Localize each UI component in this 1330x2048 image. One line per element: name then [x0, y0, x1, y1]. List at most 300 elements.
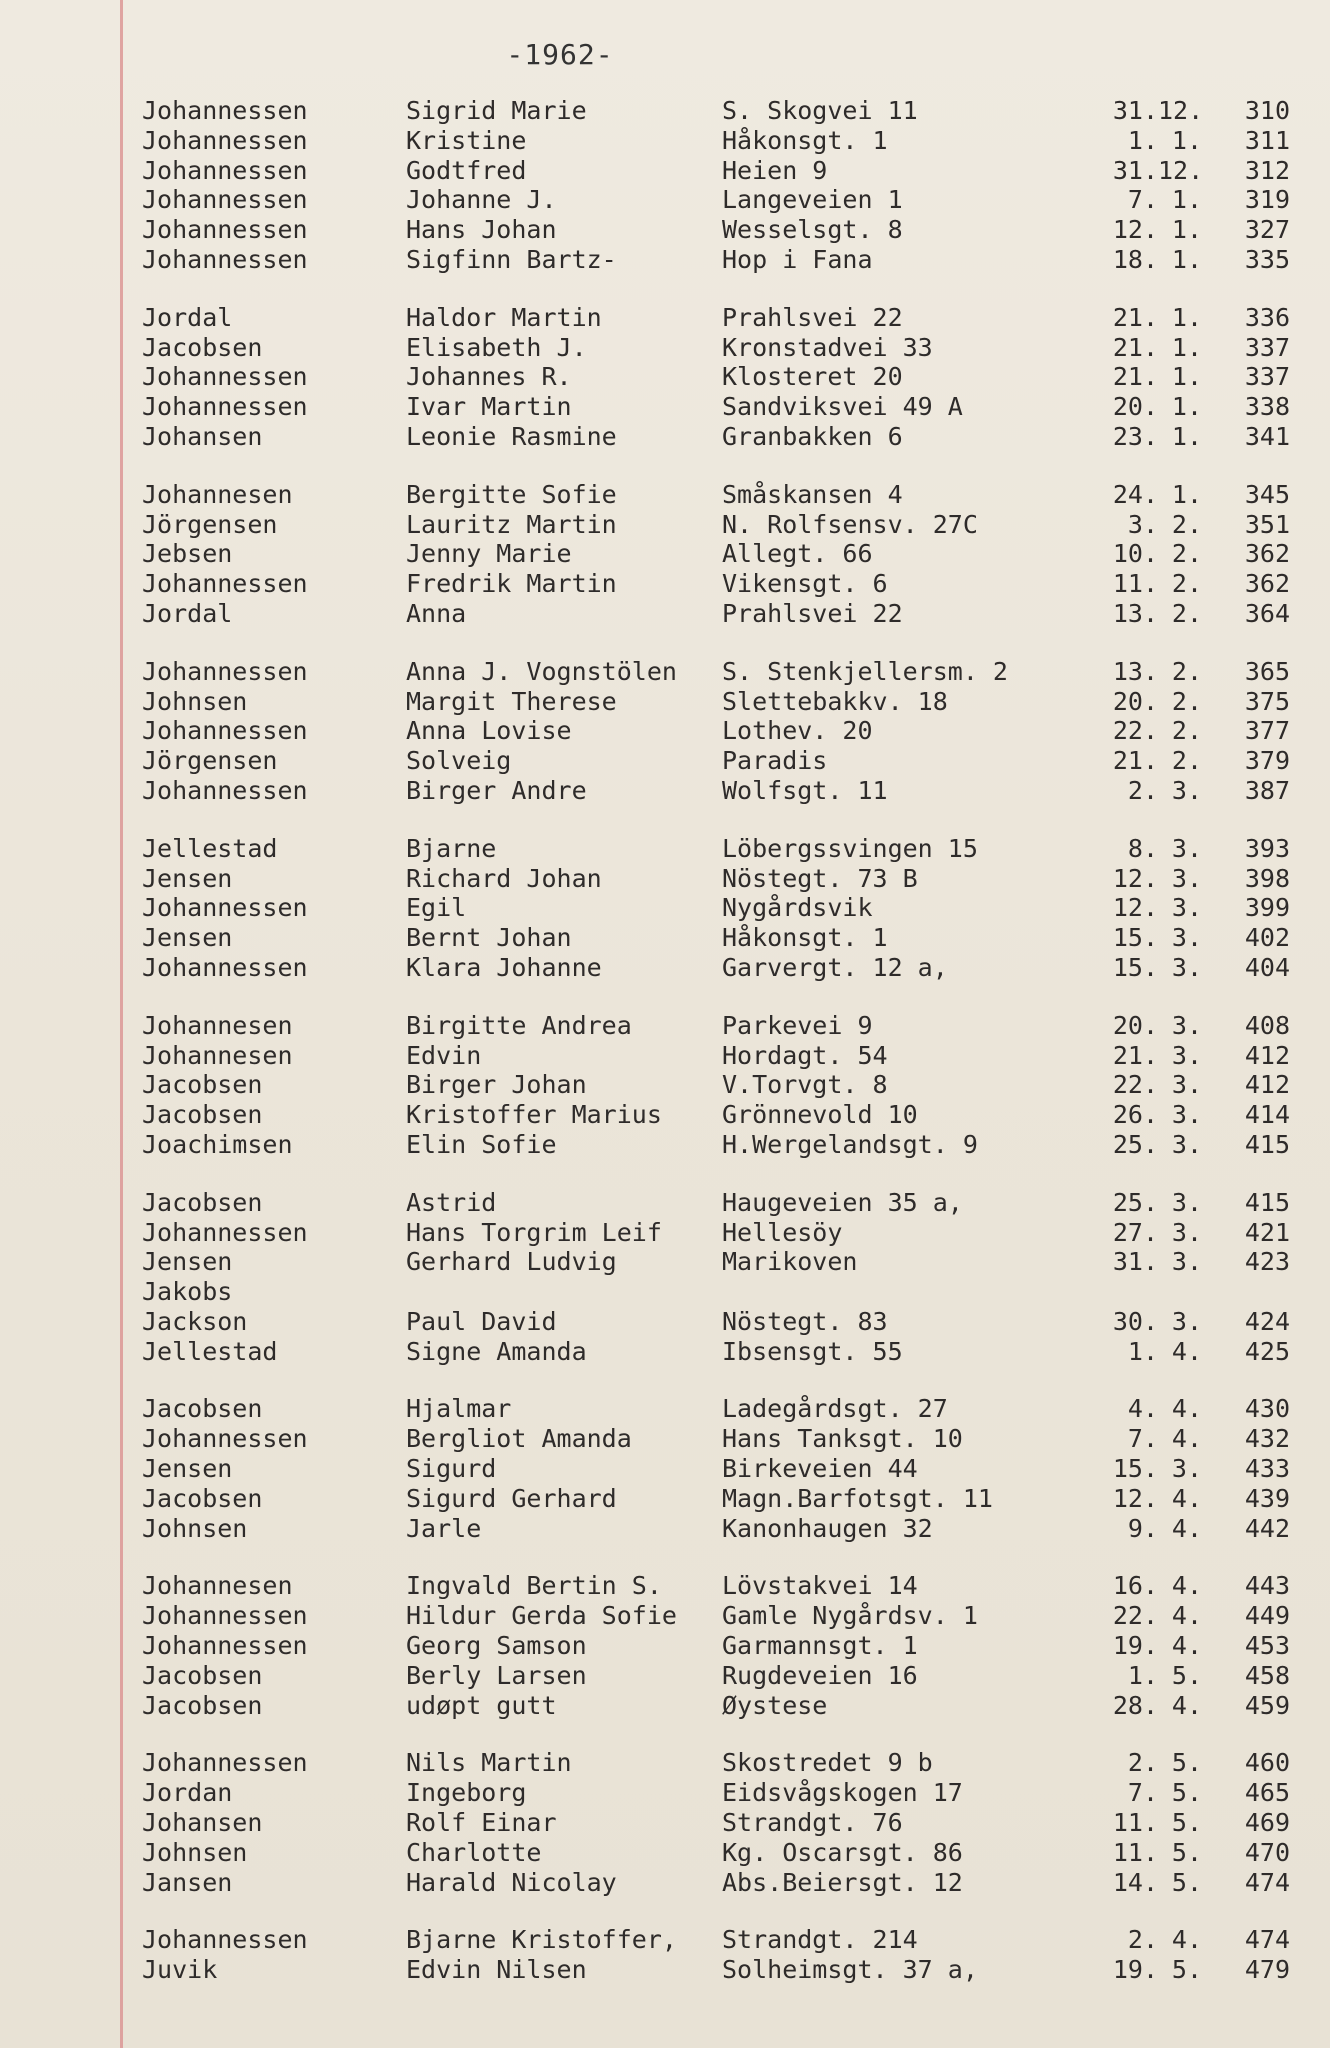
surname: Jellestad	[142, 833, 278, 863]
month: 2.	[1171, 716, 1202, 746]
entry-row	[0, 893, 1330, 923]
month: 2.	[1171, 569, 1202, 599]
surname: Jackson	[142, 1306, 248, 1336]
surname: Jacobsen	[142, 332, 263, 362]
given-names: Lauritz Martin	[406, 509, 617, 539]
entry-row	[0, 1484, 1330, 1514]
month: 3.	[1171, 775, 1202, 805]
month: 4.	[1171, 1336, 1202, 1366]
day: 18.	[1112, 244, 1158, 274]
address: Nöstegt. 83	[722, 1306, 888, 1336]
address: V.Torvgt. 8	[722, 1070, 888, 1100]
address: Strandgt. 214	[722, 1925, 918, 1955]
surname: Jensen	[142, 923, 233, 953]
given-names: Leonie Rasmine	[406, 421, 617, 451]
page-header: -1962-	[506, 38, 614, 71]
address: N. Rolfsensv. 27C	[722, 509, 978, 539]
day: 26.	[1112, 1100, 1158, 1130]
entry-number: 449	[1244, 1601, 1290, 1631]
surname: Jörgensen	[142, 746, 278, 776]
month: 1.	[1171, 479, 1202, 509]
surname: Johannesen	[142, 1571, 293, 1601]
entry-number: 319	[1244, 185, 1290, 215]
entry-number: 398	[1244, 863, 1290, 893]
given-names: Johanne J.	[406, 185, 557, 215]
given-names: Signe Amanda	[406, 1336, 587, 1366]
day: 27.	[1112, 1217, 1158, 1247]
address: H.Wergelandsgt. 9	[722, 1129, 978, 1159]
entry-group	[0, 1571, 1330, 1720]
address: Ibsensgt. 55	[722, 1336, 903, 1366]
day: 30.	[1112, 1306, 1158, 1336]
given-names: Bjarne	[406, 833, 497, 863]
entry-group	[0, 303, 1330, 452]
day: 13.	[1112, 656, 1158, 686]
surname: Johansen	[142, 1808, 263, 1838]
entry-row	[0, 834, 1330, 864]
day: 12.	[1112, 1483, 1158, 1513]
entry-group	[0, 480, 1330, 629]
day: 15.	[1112, 1454, 1158, 1484]
entry-group	[0, 1748, 1330, 1897]
address: Granbakken 6	[722, 421, 903, 451]
entry-row	[0, 1601, 1330, 1631]
entry-row	[0, 1571, 1330, 1601]
address: Wolfsgt. 11	[722, 775, 888, 805]
month: 4.	[1171, 1424, 1202, 1454]
entry-row	[0, 1130, 1330, 1160]
given-names: Ingvald Bertin S.	[406, 1571, 662, 1601]
surname: Johannessen	[142, 1925, 308, 1955]
month: 5.	[1171, 1660, 1202, 1690]
surname: Jacobsen	[142, 1394, 263, 1424]
address: S. Stenkjellersm. 2	[722, 656, 1008, 686]
address: Magn.Barfotsgt. 11	[722, 1483, 993, 1513]
month: 5.	[1171, 1867, 1202, 1897]
address: Allegt. 66	[722, 539, 873, 569]
entry-row	[0, 362, 1330, 392]
surname: Juvik	[142, 1955, 218, 1985]
day: 13.	[1112, 598, 1158, 628]
given-names: Harald Nicolay	[406, 1867, 617, 1897]
address: Rugdeveien 16	[722, 1660, 918, 1690]
day: 10.	[1112, 539, 1158, 569]
day: 3.	[1127, 509, 1158, 539]
month: 5.	[1171, 1778, 1202, 1808]
entry-group	[0, 834, 1330, 983]
entry-number: 479	[1244, 1955, 1290, 1985]
entry-number: 399	[1244, 893, 1290, 923]
entry-number: 310	[1244, 96, 1290, 125]
address: Lothev. 20	[722, 716, 873, 746]
entry-number: 402	[1244, 923, 1290, 953]
day: 28.	[1112, 1690, 1158, 1720]
surname: Jacobsen	[142, 1070, 263, 1100]
given-names: Hildur Gerda Sofie	[406, 1601, 677, 1631]
address: S. Skogvei 11	[722, 96, 918, 125]
surname: Johannessen	[142, 1217, 308, 1247]
month: 1.	[1171, 392, 1202, 422]
entry-row	[0, 510, 1330, 540]
surname: Johannessen	[142, 569, 308, 599]
address: Marikoven	[722, 1247, 858, 1277]
month: 4.	[1171, 1394, 1202, 1424]
entry-number: 338	[1244, 392, 1290, 422]
surname: Johannessen	[142, 952, 308, 982]
entry-number: 351	[1244, 509, 1290, 539]
surname: Jacobsen	[142, 1690, 263, 1720]
surname: Jacobsen	[142, 1483, 263, 1513]
day: 7.	[1127, 1778, 1158, 1808]
day: 25.	[1112, 1129, 1158, 1159]
surname: Jansen	[142, 1867, 233, 1897]
entry-row	[0, 1838, 1330, 1868]
month: 4.	[1171, 1601, 1202, 1631]
month: 2.	[1171, 509, 1202, 539]
entry-row	[0, 1394, 1330, 1424]
entry-row	[0, 746, 1330, 776]
month: 1.	[1171, 332, 1202, 362]
day: 12.	[1112, 893, 1158, 923]
month: 1.	[1171, 215, 1202, 245]
entry-number: 311	[1244, 125, 1290, 155]
entry-row	[0, 1218, 1330, 1248]
month: 2.	[1171, 656, 1202, 686]
entry-row	[0, 1955, 1330, 1985]
address: Skostredet 9 b	[722, 1748, 933, 1778]
entry-number: 470	[1244, 1837, 1290, 1867]
day: 19.	[1112, 1955, 1158, 1985]
address: Hellesöy	[722, 1217, 843, 1247]
surname: Jacobsen	[142, 1660, 263, 1690]
entry-number: 442	[1244, 1513, 1290, 1543]
given-names: Gerhard Ludvig	[406, 1247, 617, 1277]
given-names: Nils Martin	[406, 1748, 572, 1778]
entry-number: 425	[1244, 1336, 1290, 1366]
entry-number: 423	[1244, 1247, 1290, 1277]
day: 22.	[1112, 1070, 1158, 1100]
given-names: Fredrik Martin	[406, 569, 617, 599]
address: Hordagt. 54	[722, 1040, 888, 1070]
day: 22.	[1112, 716, 1158, 746]
entry-row	[0, 1070, 1330, 1100]
given-names: Jenny Marie	[406, 539, 572, 569]
entry-number: 474	[1244, 1867, 1290, 1897]
day: 1.	[1127, 1336, 1158, 1366]
address: Garmannsgt. 1	[722, 1631, 918, 1661]
entry-number: 412	[1244, 1040, 1290, 1070]
given-names: Ivar Martin	[406, 392, 572, 422]
entry-row	[0, 333, 1330, 363]
given-names: Birger Johan	[406, 1070, 587, 1100]
address: Wesselsgt. 8	[722, 215, 903, 245]
day: 15.	[1112, 952, 1158, 982]
address: Birkeveien 44	[722, 1454, 918, 1484]
surname: Johnsen	[142, 1513, 248, 1543]
address: Paradis	[722, 746, 828, 776]
address: Øystese	[722, 1690, 828, 1720]
day: 14.	[1112, 1867, 1158, 1897]
address: Nygårdsvik	[722, 893, 873, 923]
given-names: Bergitte Sofie	[406, 479, 617, 509]
entry-number: 443	[1244, 1571, 1290, 1601]
given-names: Elin Sofie	[406, 1129, 557, 1159]
day: 21.	[1112, 302, 1158, 332]
address: Grönnevold 10	[722, 1100, 918, 1130]
given-names: Elisabeth J.	[406, 332, 587, 362]
entry-number: 362	[1244, 569, 1290, 599]
entry-number: 364	[1244, 598, 1290, 628]
surname: Jensen	[142, 1454, 233, 1484]
entry-row	[0, 1424, 1330, 1454]
month: 5.	[1171, 1837, 1202, 1867]
month: 3.	[1171, 1187, 1202, 1217]
surname: Jordal	[142, 598, 233, 628]
given-names: Sigurd Gerhard	[406, 1483, 617, 1513]
given-names: Bernt Johan	[406, 923, 572, 953]
given-names: Jarle	[406, 1513, 482, 1543]
month: 1.	[1171, 185, 1202, 215]
entry-number: 337	[1244, 362, 1290, 392]
address: Prahlsvei 22	[722, 598, 903, 628]
entry-number: 459	[1244, 1690, 1290, 1720]
given-names: Sigurd	[406, 1454, 497, 1484]
entry-number: 415	[1244, 1129, 1290, 1159]
entry-row	[0, 716, 1330, 746]
surname: Johannessen	[142, 1748, 308, 1778]
given-names: Charlotte	[406, 1837, 542, 1867]
given-names: Berly Larsen	[406, 1660, 587, 1690]
entry-number: 345	[1244, 479, 1290, 509]
surname: Johannessen	[142, 215, 308, 245]
month: 2.	[1171, 746, 1202, 776]
day: 2.	[1127, 1925, 1158, 1955]
entry-number: 458	[1244, 1660, 1290, 1690]
entry-row	[0, 923, 1330, 953]
entry-group	[0, 1394, 1330, 1543]
address: Håkonsgt. 1	[722, 923, 888, 953]
entry-row	[0, 776, 1330, 806]
month: 3.	[1171, 1129, 1202, 1159]
surname: Johannessen	[142, 893, 308, 923]
address: Gamle Nygårdsv. 1	[722, 1601, 978, 1631]
entry-group	[0, 657, 1330, 806]
surname: Jacobsen	[142, 1100, 263, 1130]
entry-row	[0, 156, 1330, 186]
entry-number: 387	[1244, 775, 1290, 805]
surname: Jensen	[142, 1247, 233, 1277]
month: 1.	[1171, 362, 1202, 392]
month: 1.	[1171, 244, 1202, 274]
month: 3.	[1171, 833, 1202, 863]
entry-number: 404	[1244, 952, 1290, 982]
day: 12.	[1112, 863, 1158, 893]
given-names: Ingeborg	[406, 1778, 527, 1808]
entry-row	[0, 1277, 1330, 1307]
surname: Johannessen	[142, 185, 308, 215]
address: Solheimsgt. 37 a,	[722, 1955, 978, 1985]
month: 1.	[1171, 302, 1202, 332]
entry-number: 375	[1244, 686, 1290, 716]
given-names: Birgitte Andrea	[406, 1010, 632, 1040]
address: Sandviksvei 49 A	[722, 392, 963, 422]
month: 3.	[1171, 1100, 1202, 1130]
entry-number: 412	[1244, 1070, 1290, 1100]
entry-row	[0, 1011, 1330, 1041]
day: 2.	[1127, 775, 1158, 805]
entry-row	[0, 480, 1330, 510]
entry-number: 439	[1244, 1483, 1290, 1513]
entry-number: 469	[1244, 1808, 1290, 1838]
given-names: Bjarne Kristoffer,	[406, 1925, 677, 1955]
given-names: Richard Johan	[406, 863, 602, 893]
entry-row	[0, 1661, 1330, 1691]
day: 11.	[1112, 1808, 1158, 1838]
given-names: Bergliot Amanda	[406, 1424, 632, 1454]
entry-row	[0, 599, 1330, 629]
given-names: Solveig	[406, 746, 512, 776]
day: 4.	[1127, 1394, 1158, 1424]
entry-row	[0, 215, 1330, 245]
month: 12.	[1158, 155, 1204, 185]
given-names: Hans Johan	[406, 215, 557, 245]
address: Slettebakkv. 18	[722, 686, 948, 716]
day: 24.	[1112, 479, 1158, 509]
surname: Johnsen	[142, 686, 248, 716]
surname: Jellestad	[142, 1336, 278, 1366]
entry-number: 365	[1244, 656, 1290, 686]
day: 1.	[1127, 1660, 1158, 1690]
entry-row	[0, 864, 1330, 894]
entry-number: 433	[1244, 1454, 1290, 1484]
given-names: Edvin	[406, 1040, 482, 1070]
given-names: Johannes R.	[406, 362, 572, 392]
entry-row	[0, 422, 1330, 452]
entry-row	[0, 1748, 1330, 1778]
address: Nöstegt. 73 B	[722, 863, 918, 893]
address: Strandgt. 76	[722, 1808, 903, 1838]
entry-row	[0, 1868, 1330, 1898]
entry-row	[0, 126, 1330, 156]
entry-number: 415	[1244, 1187, 1290, 1217]
address: Klosteret 20	[722, 362, 903, 392]
entry-number: 327	[1244, 215, 1290, 245]
address: Småskansen 4	[722, 479, 903, 509]
day: 31.	[1112, 96, 1158, 125]
surname: Johannesen	[142, 479, 293, 509]
address: Abs.Beiersgt. 12	[722, 1867, 963, 1897]
entry-number: 336	[1244, 302, 1290, 332]
month: 3.	[1171, 1217, 1202, 1247]
given-names: Hjalmar	[406, 1394, 512, 1424]
month: 3.	[1171, 1010, 1202, 1040]
day: 21.	[1112, 1040, 1158, 1070]
month: 4.	[1171, 1690, 1202, 1720]
entry-number: 453	[1244, 1631, 1290, 1661]
day: 15.	[1112, 923, 1158, 953]
month: 12.	[1158, 96, 1204, 125]
given-names: Margit Therese	[406, 686, 617, 716]
day: 31.	[1112, 155, 1158, 185]
month: 4.	[1171, 1925, 1202, 1955]
day: 7.	[1127, 185, 1158, 215]
surname: Johannessen	[142, 656, 308, 686]
day: 9.	[1127, 1513, 1158, 1543]
month: 1.	[1171, 125, 1202, 155]
given-names: Godtfred	[406, 155, 527, 185]
day: 21.	[1112, 746, 1158, 776]
surname: Jacobsen	[142, 1187, 263, 1217]
given-names: Kristoffer Marius	[406, 1100, 662, 1130]
entry-group	[0, 1925, 1330, 1985]
day: 16.	[1112, 1571, 1158, 1601]
address: Ladegårdsgt. 27	[722, 1394, 948, 1424]
day: 21.	[1112, 332, 1158, 362]
day: 20.	[1112, 686, 1158, 716]
surname: Johannessen	[142, 775, 308, 805]
given-names: Astrid	[406, 1187, 497, 1217]
month: 4.	[1171, 1571, 1202, 1601]
day: 8.	[1127, 833, 1158, 863]
entry-row	[0, 1778, 1330, 1808]
month: 3.	[1171, 1454, 1202, 1484]
entry-number: 393	[1244, 833, 1290, 863]
entry-row	[0, 1925, 1330, 1955]
surname: Johannessen	[142, 244, 308, 274]
given-names: Anna Lovise	[406, 716, 572, 746]
day: 21.	[1112, 362, 1158, 392]
entry-number: 335	[1244, 244, 1290, 274]
entry-number: 474	[1244, 1925, 1290, 1955]
day: 7.	[1127, 1424, 1158, 1454]
day: 22.	[1112, 1601, 1158, 1631]
address: Garvergt. 12 a,	[722, 952, 948, 982]
entry-number: 341	[1244, 421, 1290, 451]
entry-row	[0, 1337, 1330, 1367]
entry-number: 421	[1244, 1217, 1290, 1247]
month: 4.	[1171, 1631, 1202, 1661]
entry-row	[0, 1100, 1330, 1130]
address: Löbergssvingen 15	[722, 833, 978, 863]
entry-number: 337	[1244, 332, 1290, 362]
entry-row	[0, 687, 1330, 717]
month: 3.	[1171, 923, 1202, 953]
address: Hans Tanksgt. 10	[722, 1424, 963, 1454]
entry-row	[0, 539, 1330, 569]
given-names: Sigfinn Bartz-	[406, 244, 617, 274]
given-names: Sigrid Marie	[406, 96, 587, 125]
given-names: Hans Torgrim Leif	[406, 1217, 662, 1247]
month: 2.	[1171, 686, 1202, 716]
given-names: Edvin Nilsen	[406, 1955, 587, 1985]
entry-number: 379	[1244, 746, 1290, 776]
month: 2.	[1171, 539, 1202, 569]
address: Langeveien 1	[722, 185, 903, 215]
entry-row	[0, 1631, 1330, 1661]
day: 20.	[1112, 1010, 1158, 1040]
address: Hop i Fana	[722, 244, 873, 274]
given-names: udøpt gutt	[406, 1690, 557, 1720]
month: 3.	[1171, 952, 1202, 982]
entry-number: 377	[1244, 716, 1290, 746]
entry-row	[0, 1247, 1330, 1277]
address: Kg. Oscarsgt. 86	[722, 1837, 963, 1867]
month: 2.	[1171, 598, 1202, 628]
address: Lövstakvei 14	[722, 1571, 918, 1601]
day: 25.	[1112, 1187, 1158, 1217]
given-names: Kristine	[406, 125, 527, 155]
surname: Johannessen	[142, 392, 308, 422]
